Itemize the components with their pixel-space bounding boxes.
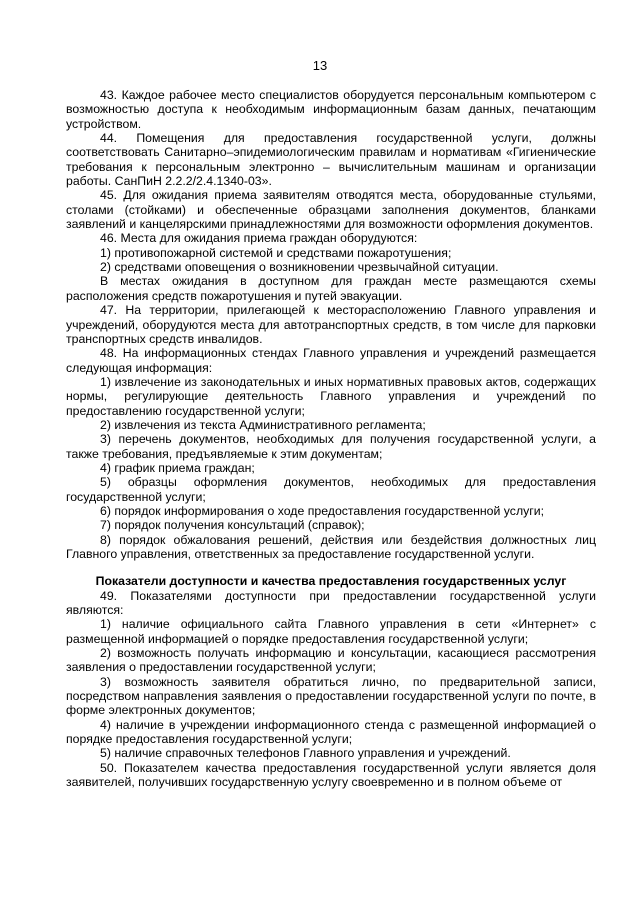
section-heading: Показатели доступности и качества предоставления государственных услуг (95, 574, 567, 589)
list-item: 4) график приема граждан; (100, 460, 255, 475)
list-item: 2) извлечения из текста Административного регламента; (100, 417, 426, 432)
paragraph: 47. На территории, прилегающей к месторасположению Главного управления и учреждений, оборудуются места для автотранспортных средств, в том числе для парковки транспортных средств инвалидов. (66, 303, 596, 346)
paragraphs-before (66, 88, 596, 561)
paragraph: 50. Показателем качества предоставления государственной услуги является доля заявителей, получивших государственную услугу своевременно и в полном объеме от (66, 760, 596, 790)
document-body (66, 88, 596, 790)
list-item: 6) порядок информирования о ходе предоставления государственной услуги; (100, 503, 545, 518)
list-item: 7) порядок получения консультаций (справок); (100, 518, 365, 533)
paragraph: 48. На информационных стендах Главного управления и учреждений размещается следующая информация: (66, 346, 596, 375)
paragraph: В местах ожидания в доступном для граждан месте размещаются схемы расположения средств пожаротушения и путей эвакуации. (66, 274, 596, 303)
list-item: 1) противопожарной системой и средствами пожаротушения; (100, 245, 452, 260)
list-item: 1) извлечение из законодательных и иных нормативных правовых актов, содержащих нормы, регулирующие деятельность Главного управления и учреждений по предоставлению государственной услуги; (66, 374, 596, 418)
list-item: 8) порядок обжалования решений, действия или бездействия должностных лиц Главного управления, ответственных за предоставление государственной услуги. (66, 532, 596, 561)
list-item: 3) возможность заявителя обратиться лично, по предварительной записи, посредством направления заявления о предоставлении государственной услуги по почте, в форме электронных документов; (66, 674, 596, 718)
list-item: 2) возможность получать информацию и консультации, касающиеся рассмотрения заявления о предоставлении государственной услуги; (66, 646, 596, 675)
paragraph: 49. Показателями доступности при предоставлении государственной услуги являются: (66, 588, 596, 618)
list-item: 5) образцы оформления документов, необходимых для предоставления государственной услуги; (66, 475, 596, 504)
list-item: 1) наличие официального сайта Главного управления в сети «Интернет» с размещенной информацией о порядке предоставления государственной услуги; (66, 617, 596, 646)
list-item: 5) наличие справочных телефонов Главного управления и учреждений. (100, 746, 511, 761)
paragraph: 44. Помещения для предоставления государственной услуги, должны соответствовать Санитарно–эпидемиологическим правилам и нормативам «Гигиенические требования к персональным электронно – вычислительным машинам и организации работы. СанПиН 2.2.2/2.4.1340-03». (66, 131, 596, 189)
paragraph: 43. Каждое рабочее место специалистов оборудуется персональным компьютером с возможностью доступа к необходимым информационным базам данных, печатающим устройством. (66, 88, 596, 131)
page-number: 13 (312, 58, 328, 73)
list-item: 3) перечень документов, необходимых для получения государственной услуги, а также требования, предъявляемые к этим документам; (66, 432, 596, 461)
paragraphs-after (66, 589, 596, 790)
list-item: 4) наличие в учреждении информационного стенда с размещенной информацией о порядке предоставления государственной услуги; (66, 717, 596, 747)
paragraph: 45. Для ожидания приема заявителям отводятся места, оборудованные стульями, столами (стойками) и обеспеченные образцами заполнения документов, бланками заявлений и канцелярскими принадлежностями для возможности оформления документов. (66, 188, 596, 232)
list-item: 2) средствами оповещения о возникновении чрезвычайной ситуации. (100, 260, 499, 275)
paragraph: 46. Места для ожидания приема граждан оборудуются: (100, 231, 418, 246)
